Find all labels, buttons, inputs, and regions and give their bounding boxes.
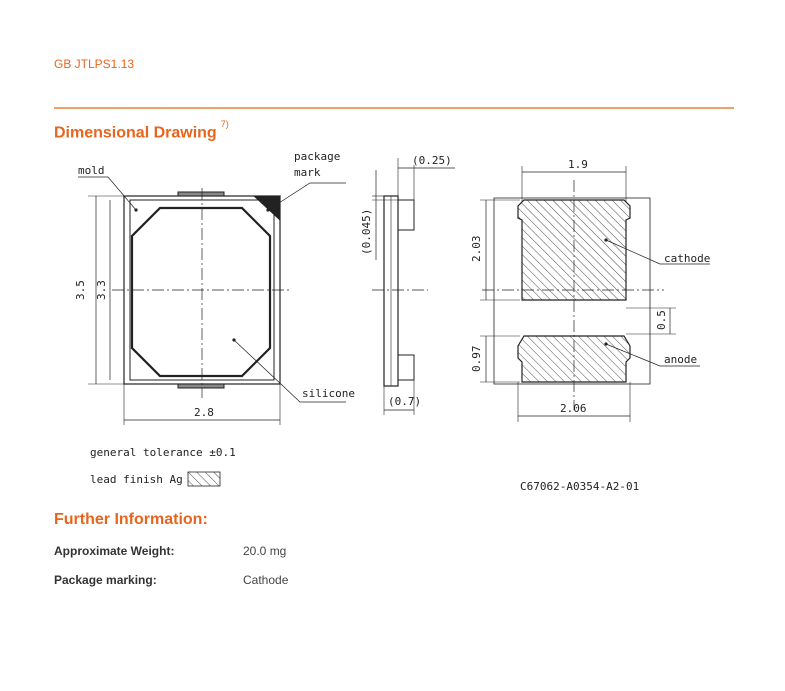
dim-side-left: (0.045) [360, 208, 373, 255]
side-view [372, 158, 455, 415]
side-lead-bottom [398, 355, 414, 380]
legend-tolerance: general tolerance ±0.1 [90, 446, 236, 459]
dim-pad-top-width: 1.9 [568, 158, 588, 171]
lead-top [178, 192, 224, 196]
footnote-reference: 7) [220, 119, 229, 129]
dim-side-top: (0.25) [412, 154, 452, 167]
legend-lead-finish: lead finish Ag [90, 473, 183, 486]
weight-value: 20.0 mg [243, 544, 287, 558]
package-marking-value: Cathode [243, 573, 289, 587]
label-package-mark-line2: mark [294, 166, 321, 179]
dim-pad-bottom-width: 2.06 [560, 402, 587, 415]
package-marking-label: Package marking: [54, 573, 157, 587]
dim-inner-height: 3.3 [95, 280, 108, 300]
dim-width: 2.8 [194, 406, 214, 419]
dim-side-bottom: (0.7) [388, 395, 422, 408]
dim-pad-gap: 0.5 [655, 310, 668, 330]
label-silicone: silicone [302, 387, 355, 400]
dimensional-drawing [0, 140, 785, 500]
label-mold: mold [78, 164, 105, 177]
dim-pad-left-upper: 2.03 [470, 235, 483, 262]
further-information-heading: Further Information: [54, 511, 208, 528]
pad-view [480, 166, 710, 422]
header-divider [54, 107, 734, 109]
label-package-mark-line1: package [294, 150, 341, 163]
dim-pad-left-lower: 0.97 [470, 345, 483, 372]
drawing-number: C67062-A0354-A2-01 [520, 480, 640, 493]
side-lead-top [398, 200, 414, 230]
package-mark-notch [254, 196, 280, 220]
label-anode: anode [664, 353, 698, 366]
label-cathode: cathode [664, 252, 711, 265]
weight-label: Approximate Weight: [54, 544, 175, 558]
legend-hatch-swatch [188, 472, 220, 486]
document-id: GB JTLPS1.13 [54, 57, 135, 71]
silicone-outline [132, 208, 270, 376]
leader-mold [78, 177, 136, 210]
dim-outer-height: 3.5 [74, 280, 87, 300]
lead-bottom [178, 384, 224, 388]
dimensional-drawing-title: Dimensional Drawing [54, 124, 217, 142]
